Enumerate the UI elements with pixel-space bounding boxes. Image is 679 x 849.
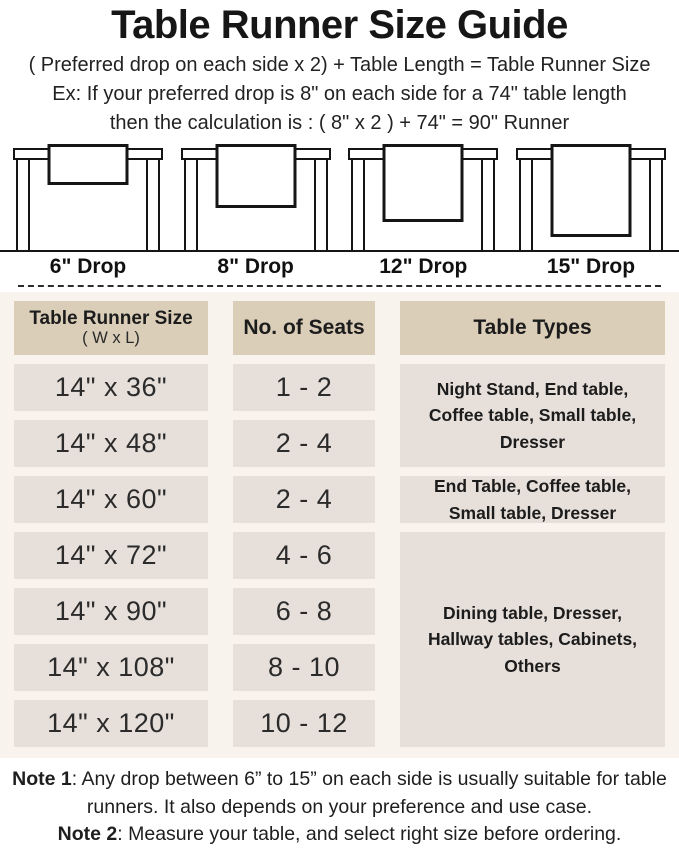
runner-rect-icon [48,144,129,185]
table-leg-right-icon [481,159,495,250]
table-leg-right-icon [314,159,328,250]
note-1-label: Note 1 [12,768,72,790]
size-guide-table [0,292,679,758]
size-cell: 14" x 48" [14,420,208,467]
table-figure-12in-drop [348,144,498,250]
notes-section [0,766,679,849]
dashed-divider [18,285,661,287]
table-leg-left-icon [351,159,365,250]
size-cell: 14" x 72" [14,532,208,579]
header-cell-runner-size [14,301,208,355]
table-illustrations [0,144,679,250]
drop-label-8in: 8" Drop [217,255,294,278]
drop-label-12in: 12" Drop [379,255,468,278]
size-cell: 14" x 108" [14,644,208,691]
table-figure-8in-drop [181,144,331,250]
header-cell-seats: No. of Seats [233,301,375,355]
formula-text: ( Preferred drop on each side x 2) + Table Length = Table Runner Size [28,54,651,76]
example-line-1: Ex: If your preferred drop is 8" on each side for a 74" table length [52,83,627,105]
table-figure-6in-drop [13,144,163,250]
seats-cell: 1 - 2 [233,364,375,411]
page-title: Table Runner Size Guide [111,3,568,47]
seats-cell: 10 - 12 [233,700,375,747]
size-cell: 14" x 60" [14,476,208,523]
table-types-cell-medium-tables: End Table, Coffee table, Small table, Dresser [400,476,665,523]
table-leg-right-icon [649,159,663,250]
header-wxl-label: ( W x L) [82,329,140,348]
table-types-cell-small-tables: Night Stand, End table, Coffee table, Small table, Dresser [400,364,665,467]
table-leg-left-icon [519,159,533,250]
header-runner-size-label: Table Runner Size [29,307,193,329]
size-cell: 14" x 120" [14,700,208,747]
seats-cell: 4 - 6 [233,532,375,579]
note-1 [4,766,675,821]
example-line-2: then the calculation is : ( 8" x 2 ) + 74" = 90" Runner [109,112,570,134]
table-figure-15in-drop [516,144,666,250]
seats-cell: 6 - 8 [233,588,375,635]
header-cell-table-types: Table Types [400,301,665,355]
runner-rect-icon [215,144,296,208]
table-types-cell-large-tables: Dining table, Dresser, Hallway tables, Cabinets, Others [400,532,665,747]
table-leg-right-icon [146,159,160,250]
drop-label-15in: 15" Drop [546,255,636,278]
table-leg-left-icon [184,159,198,250]
seats-cell: 2 - 4 [233,420,375,467]
size-cell: 14" x 90" [14,588,208,635]
seats-cell: 8 - 10 [233,644,375,691]
drop-labels-row [0,252,679,285]
runner-rect-icon [550,144,631,237]
table-leg-left-icon [16,159,30,250]
drop-label-6in: 6" Drop [49,255,127,278]
note-1-text: : Any drop between 6” to 15” on each side is usually suitable for table runners. It also depends on your preference and use case. [71,768,667,818]
note-2-text: : Measure your table, and select right size before ordering. [117,823,622,846]
size-cell: 14" x 36" [14,364,208,411]
runner-rect-icon [383,144,464,222]
seats-cell: 2 - 4 [233,476,375,523]
note-2-label: Note 2 [57,823,118,846]
